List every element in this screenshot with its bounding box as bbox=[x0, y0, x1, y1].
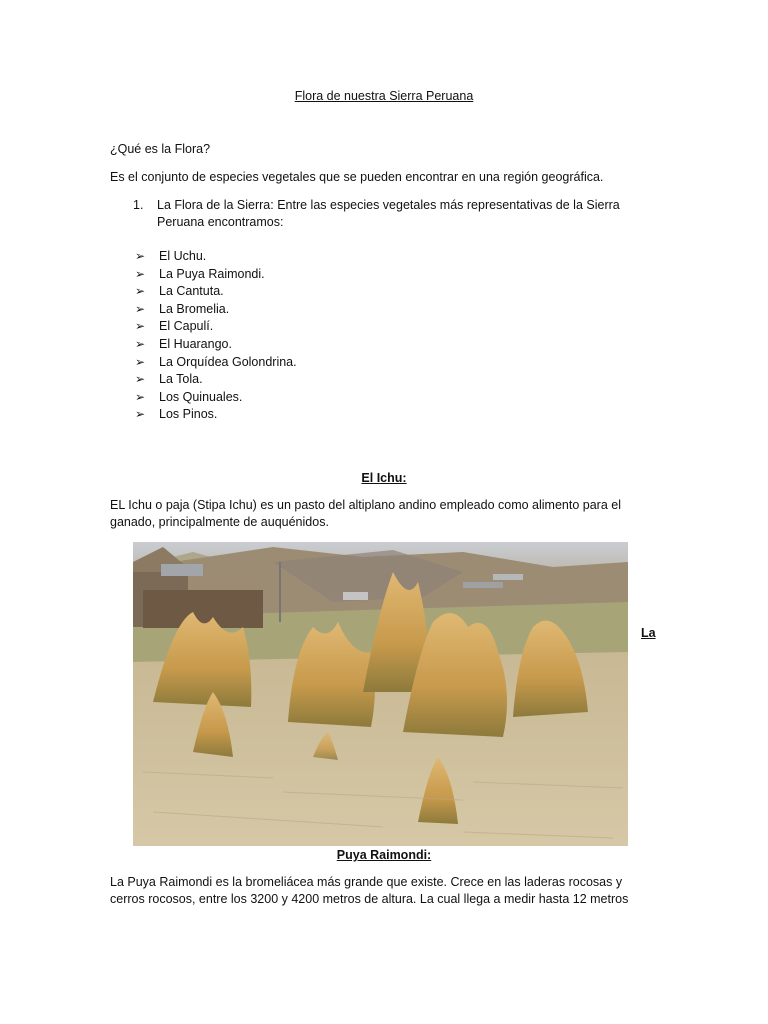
list-item: ➢ La Cantuta. bbox=[133, 283, 297, 301]
list-item: ➢ La Orquídea Golondrina. bbox=[133, 354, 297, 372]
numbered-item-text: La Flora de la Sierra: Entre las especies vegetales más representativas de la Sierra Peruana encontramos: bbox=[157, 198, 620, 229]
list-item: ➢ La Puya Raimondi. bbox=[133, 266, 297, 284]
list-item: ➢ El Capulí. bbox=[133, 318, 297, 336]
arrowhead-bullet-icon: ➢ bbox=[135, 249, 146, 263]
side-text: La bbox=[641, 626, 656, 640]
definition-text: Es el conjunto de especies vegetales que se pueden encontrar en una región geográfica. bbox=[110, 170, 604, 184]
list-item: ➢ La Bromelia. bbox=[133, 301, 297, 319]
arrowhead-bullet-icon: ➢ bbox=[135, 336, 146, 351]
ichu-grass-photo bbox=[133, 542, 628, 846]
arrowhead-bullet-icon: ➢ bbox=[135, 354, 146, 369]
arrowhead-bullet-icon: ➢ bbox=[135, 389, 146, 404]
paragraph-ichu: EL Ichu o paja (Stipa Ichu) es un pasto del altiplano andino empleado como alimento para el ganado, principalmente de auquénidos. bbox=[110, 498, 621, 529]
list-item: ➢ Los Quinuales. bbox=[133, 389, 297, 407]
paragraph-puya: La Puya Raimondi es la bromeliácea más grande que existe. Crece en las laderas rocosas y cerros rocosos, entre los 3200 y 4200 metros de altura. La cual llega a medir hasta 12 metros bbox=[110, 875, 629, 906]
section-heading-ichu: El Ichu: bbox=[361, 471, 407, 485]
list-item: ➢ El Huarango. bbox=[133, 336, 297, 354]
species-list bbox=[133, 248, 297, 424]
page-title: Flora de nuestra Sierra Peruana bbox=[294, 89, 474, 103]
list-item: ➢ Los Pinos. bbox=[133, 406, 297, 424]
arrowhead-bullet-icon: ➢ bbox=[135, 372, 146, 387]
arrowhead-bullet-icon: ➢ bbox=[135, 301, 146, 316]
section-heading-puya: Puya Raimondi: bbox=[336, 848, 432, 862]
arrowhead-bullet-icon: ➢ bbox=[135, 319, 146, 334]
arrowhead-bullet-icon: ➢ bbox=[135, 284, 146, 299]
arrowhead-bullet-icon: ➢ bbox=[135, 266, 146, 281]
list-item: ➢ La Tola. bbox=[133, 371, 297, 389]
list-number: 1. bbox=[133, 198, 144, 212]
ichu-grass-illustration bbox=[133, 542, 628, 846]
question-text: ¿Qué es la Flora? bbox=[110, 142, 211, 156]
list-item: ➢ El Uchu. bbox=[133, 248, 297, 266]
arrowhead-bullet-icon: ➢ bbox=[135, 407, 146, 422]
